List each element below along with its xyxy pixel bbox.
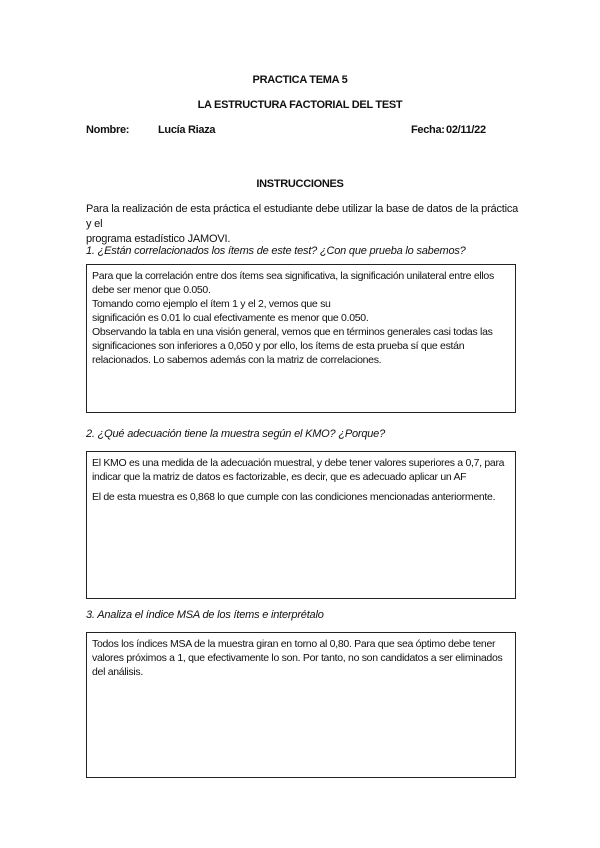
- answer-box-1[interactable]: [86, 264, 516, 413]
- date-value: 02/11/22: [446, 124, 486, 136]
- answer-line: Todos los índices MSA de la muestra giran en torno al 0,80. Para que sea óptimo debe tener: [92, 638, 496, 650]
- question-3: 3. Analiza el índice MSA de los ítems e interprétalo: [86, 609, 324, 621]
- answer-line: El KMO es una medida de la adecuación muestral, y debe tener valores superiores a 0,7, para: [92, 457, 505, 469]
- instructions-heading: INSTRUCCIONES: [256, 178, 344, 190]
- answer-line: indicar que la matriz de datos es factorizable, es decir, que es adecuado aplicar un AF: [92, 471, 467, 483]
- answer-line: del análisis.: [92, 666, 143, 678]
- name-value: Lucía Riaza: [158, 124, 216, 136]
- answer-line: significación es 0.01 lo cual efectivamente es menor que 0.050.: [92, 312, 369, 324]
- answer-line: valores próximos a 1, que efectivamente lo son. Por tanto, no son candidatos a ser eliminados: [92, 652, 503, 664]
- answer-line: relacionados. Lo sabemos además con la matriz de correlaciones.: [92, 354, 382, 366]
- question-1: 1. ¿Están correlacionados los ítems de este test? ¿Con que prueba lo sabemos?: [86, 245, 466, 257]
- instructions-line: programa estadístico JAMOVI.: [86, 233, 231, 245]
- answer-box-2[interactable]: [86, 451, 516, 599]
- question-2: 2. ¿Qué adecuación tiene la muestra según el KMO? ¿Porque?: [86, 428, 386, 440]
- answer-line: significaciones son inferiores a 0,050 y por ello, los ítems de esta prueba sí que están: [92, 340, 465, 352]
- instructions-line: Para la realización de esta práctica el estudiante debe utilizar la base de datos de la práctica y el: [86, 203, 519, 230]
- answer-line: Tomando como ejemplo el ítem 1 y el 2, vemos que su: [92, 298, 331, 310]
- document-subtitle: LA ESTRUCTURA FACTORIAL DEL TEST: [197, 99, 403, 111]
- instructions-text: [86, 202, 526, 247]
- name-label: Nombre:: [86, 124, 130, 136]
- date-label: Fecha:: [411, 124, 445, 136]
- answer-line: El de esta muestra es 0,868 lo que cumple con las condiciones mencionadas anteriormente.: [92, 491, 496, 503]
- answer-line: Para que la correlación entre dos ítems sea significativa, la significación unilateral entre ellos: [92, 270, 494, 282]
- answer-line: debe ser menor que 0.050.: [92, 284, 211, 296]
- answer-line: Observando la tabla en una visión general, vemos que en términos generales casi todas las: [92, 326, 493, 338]
- answer-box-3[interactable]: [86, 632, 516, 778]
- practice-title: PRACTICA TEMA 5: [252, 74, 348, 86]
